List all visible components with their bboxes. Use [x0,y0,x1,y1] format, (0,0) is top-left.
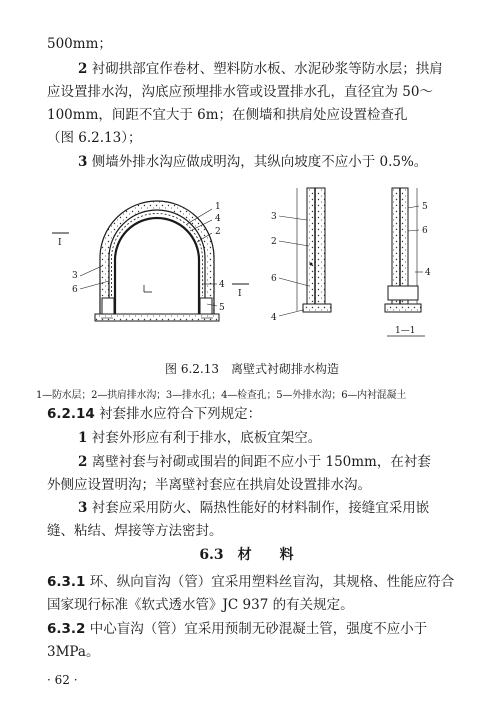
clause-title: 衬套排水应符合下列规定： [99,406,262,422]
para-line: 3MPa。 [47,644,100,660]
clause-6-3-2 [47,619,427,639]
clause-item-1 [78,428,321,448]
cross-section-view [52,201,249,321]
item-text: 衬砌拱部宜作卷材、塑料防水板、水泥砂浆等防水层；拱肩 [91,61,443,77]
para-line: 500mm； [47,36,112,52]
para-line: 国家现行标准《软式透水管》JC 937 的有关规定。 [47,597,354,613]
para-line: 缝、粘结、焊接等方法密封。 [47,523,223,539]
callout-4b: 4 [219,280,225,290]
callout-3-long: 3 [271,212,277,222]
item-number: 3 [78,500,88,516]
section-mark-right: Ⅰ [238,289,242,299]
longitudinal-view-a [271,188,331,323]
callout-6: 6 [72,285,78,295]
callout-6-long: 6 [271,274,277,284]
section-label: 1—1 [395,326,416,336]
item-number: 2 [78,454,88,470]
longitudinal-view-b [385,188,431,336]
drainage-structure-drawing [47,186,447,351]
item-number: 2 [78,61,88,77]
para-line: （图 6.2.13）； [47,130,142,146]
clause-item-3 [78,498,429,518]
section-mark-left: Ⅰ [58,238,62,248]
clause-number: 6.3.2 [47,621,86,637]
callout-2-long: 2 [271,237,277,247]
item-number: 1 [78,430,88,446]
item-text: 衬套外形应有利于排水，底板宜架空。 [91,430,322,446]
callout-5: 5 [219,303,225,313]
page-number: · 62 · [47,673,78,687]
clause-6-3-1 [47,572,454,592]
callout-4-b: 4 [425,268,431,278]
callout-1: 1 [215,202,221,212]
callout-4-long: 4 [271,313,277,323]
callout-2: 2 [215,227,221,237]
callout-4: 4 [215,214,221,224]
item-text: 侧墙外排水沟应做成明沟，其纵向坡度不应小于 0.5%。 [91,154,428,170]
clause-number: 6.2.14 [47,406,95,422]
figure-6-2-13 [47,186,447,351]
callout-6-b: 6 [422,226,428,236]
para-line: 外侧应设置明沟；半离壁衬套应在拱肩处设置排水沟。 [47,477,371,493]
clause-6-2-14 [47,404,261,424]
section-heading-6-3: 6.3 材 料 [199,547,294,563]
para-line: 应设置排水沟，沟底应预埋排水管或设置排水孔，直径宜为 50～ [47,84,433,100]
callout-5-b: 5 [422,202,428,212]
item-number: 3 [78,154,88,170]
item-text: 衬套应采用防火、隔热性能好的材料制作，接缝宜采用嵌 [91,500,430,516]
callout-3: 3 [72,271,78,281]
figure-legend: 1—防水层；2—拱肩排水沟；3—排水孔；4—检查孔；5—外排水沟；6—内衬混凝土 [36,390,407,401]
clause-item-2 [78,452,431,472]
para-line: 100mm，间距不宜大于 6m；在侧墙和拱肩处应设置检查孔 [47,107,408,123]
clause-number: 6.3.1 [47,574,86,590]
clause-text: 环、纵向盲沟（管）宜采用塑料丝盲沟，其规格、性能应符合 [89,574,455,590]
clause-text: 中心盲沟（管）宜采用预制无砂混凝土管，强度不应小于 [89,621,428,637]
item-2-line-1 [78,59,443,79]
item-text: 离壁衬套与衬砌或围岩的间距不应小于 150mm，在衬套 [91,454,431,470]
figure-caption: 图 6.2.13 离壁式衬砌排水构造 [165,362,339,376]
item-3-line [78,152,427,172]
